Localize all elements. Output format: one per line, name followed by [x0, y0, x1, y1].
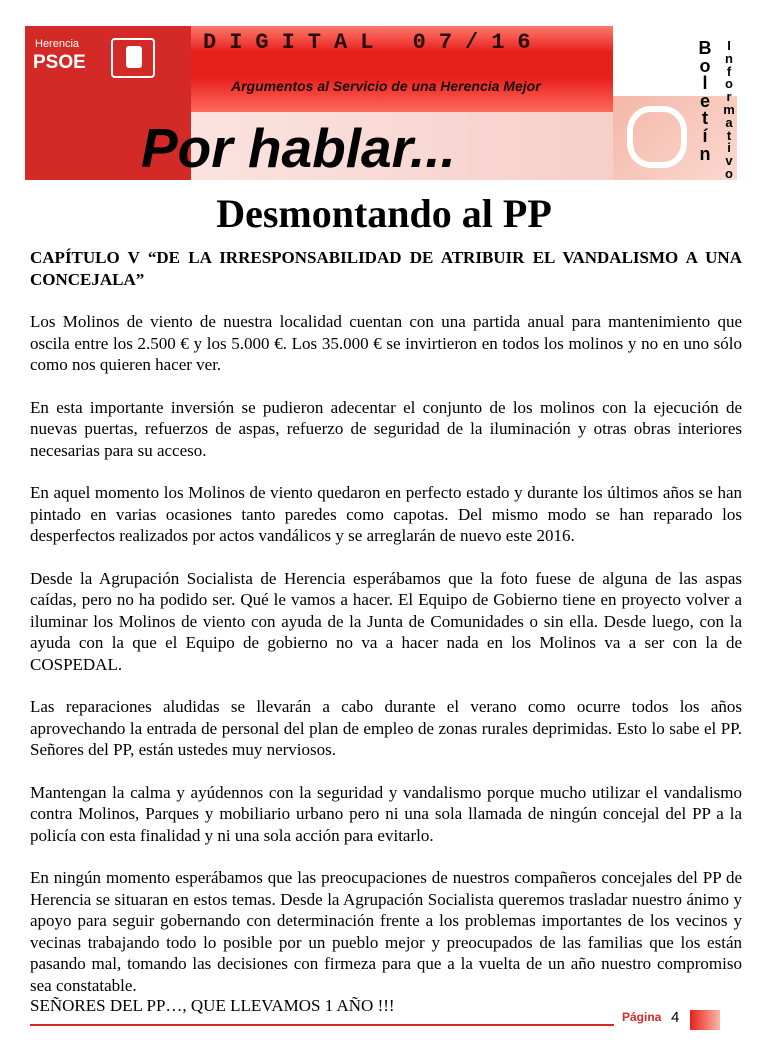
- paragraph-2: En esta importante inversión se pudieron adecentar el conjunto de los molinos con la ejecución de nuevas puertas, refuerzos de aspas, refuerzo de seguridad de la iluminación y otras obras interiores necesarias para su acceso.: [30, 397, 742, 460]
- paragraph-4: Desde la Agrupación Socialista de Herencia esperábamos que la foto fuese de alguna de las aspas caídas, pero no ha podido ser. Qué le vamos a hacer. El Equipo de Gobierno tiene en proyecto volver a iluminar los Molinos de viento con ayuda de la Junta de Comunidades o sin ella. Desde luego, con la ayuda con la que el Equipo de gobierno no va a hacer nada en los Molinos va a ser con la de COSPEDAL.: [30, 568, 742, 674]
- informativo-letter: n: [725, 50, 733, 66]
- paragraph-7: En ningún momento esperábamos que las preocupaciones de nuestros compañeros concejales del PP de Herencia se situaran en estos temas. Desde la Agrupación Socialista queremos trasladar nuestro ánimo y apoyo para seguir gobernando con determinación frente a los problemas importantes de los vecinos y vecinas trabajando todo lo posible por un pueblo mejor y preocupados de las familias que los están pasando mal, tomando las decisiones con firmeza para que a la vuelta de un año nuestro compromiso sea constatable.: [30, 868, 742, 995]
- newsletter-header: [25, 26, 737, 180]
- informativo-letter: o: [725, 165, 733, 181]
- vertical-word-boletin: [693, 40, 717, 163]
- logo-party: PSOE: [33, 52, 86, 73]
- informativo-letter: v: [725, 153, 733, 169]
- side-emblem: [613, 26, 737, 180]
- logo-town: Herencia: [35, 38, 80, 50]
- boletin-letter: e: [699, 90, 710, 111]
- paragraph-5: Las reparaciones aludidas se llevarán a cabo durante el verano como ocurre todos los años aprovechando la entrada de personal del plan de empleo de zonas rurales deprimidas. Esto lo sabe el PP. Señores del PP, están ustedes muy nerviosos.: [30, 697, 742, 759]
- paragraph-1: Los Molinos de viento de nuestra localidad cuentan con una partida anual para mantenimiento que oscila entre los 2.500 € y los 5.000 €. Los 35.000 € se invirtieron en todos los molinos y no en uno sólo como nos quieren hacer ver.: [30, 312, 742, 374]
- page-label: Página: [622, 1010, 662, 1024]
- informativo-letter: a: [725, 114, 733, 130]
- informativo-letter: i: [727, 140, 731, 156]
- informativo-letter: I: [727, 38, 731, 53]
- boletin-letter: í: [702, 125, 708, 146]
- informativo-letter: o: [725, 76, 733, 92]
- article-headline: Desmontando al PP: [216, 191, 552, 236]
- paragraph-3: En aquel momento los Molinos de viento quedaron en perfecto estado y durante los últimos años se han pintado en varias ocasiones tanto paredes como capotas. Del mismo modo se han reparado los desperfectos realizados por actos vandálicos y se arreglarán de nuevo este 2016.: [30, 483, 742, 545]
- paragraph-6: Mantengan la calma y ayúdennos con la seguridad y vandalismo porque mucho utilizar el vandalismo contra Molinos, Parques y mobiliario urbano pero ni una sola llamada de ningún concejal del PP a la policía con esta finalidad y ni una sola acción para evitarlo.: [30, 782, 742, 845]
- slogan: Argumentos al Servicio de una Herencia Mejor: [231, 78, 541, 94]
- boletin-letter: o: [699, 55, 711, 76]
- newsletter-title: Por hablar...: [141, 117, 456, 179]
- informativo-letter: t: [726, 127, 732, 143]
- chapter-heading: CAPÍTULO V “DE LA IRRESPONSABILIDAD DE ATRIBUIR EL VANDALISMO A UNA CONCEJALA”: [30, 248, 742, 289]
- informativo-letter: m: [723, 101, 735, 117]
- footer-divider: [30, 1024, 614, 1026]
- boletin-letter: B: [698, 38, 712, 58]
- informativo-letter: r: [726, 89, 732, 105]
- closing-line: SEÑORES DEL PP…, QUE LLEVAMOS 1 AÑO !!!: [30, 996, 395, 1015]
- boletin-letter: t: [702, 108, 708, 129]
- boletin-letter: n: [699, 143, 711, 164]
- page-number: 4: [671, 1009, 680, 1026]
- rose-fist-icon: [111, 38, 155, 78]
- article-body: [30, 247, 742, 1017]
- boletin-letter: l: [702, 73, 708, 94]
- page-marker: [690, 1010, 720, 1030]
- informativo-letter: f: [726, 63, 732, 79]
- header-banner: [191, 26, 613, 112]
- edition-label: DIGITAL 07/16: [203, 30, 544, 55]
- vertical-word-informativo: [717, 40, 741, 181]
